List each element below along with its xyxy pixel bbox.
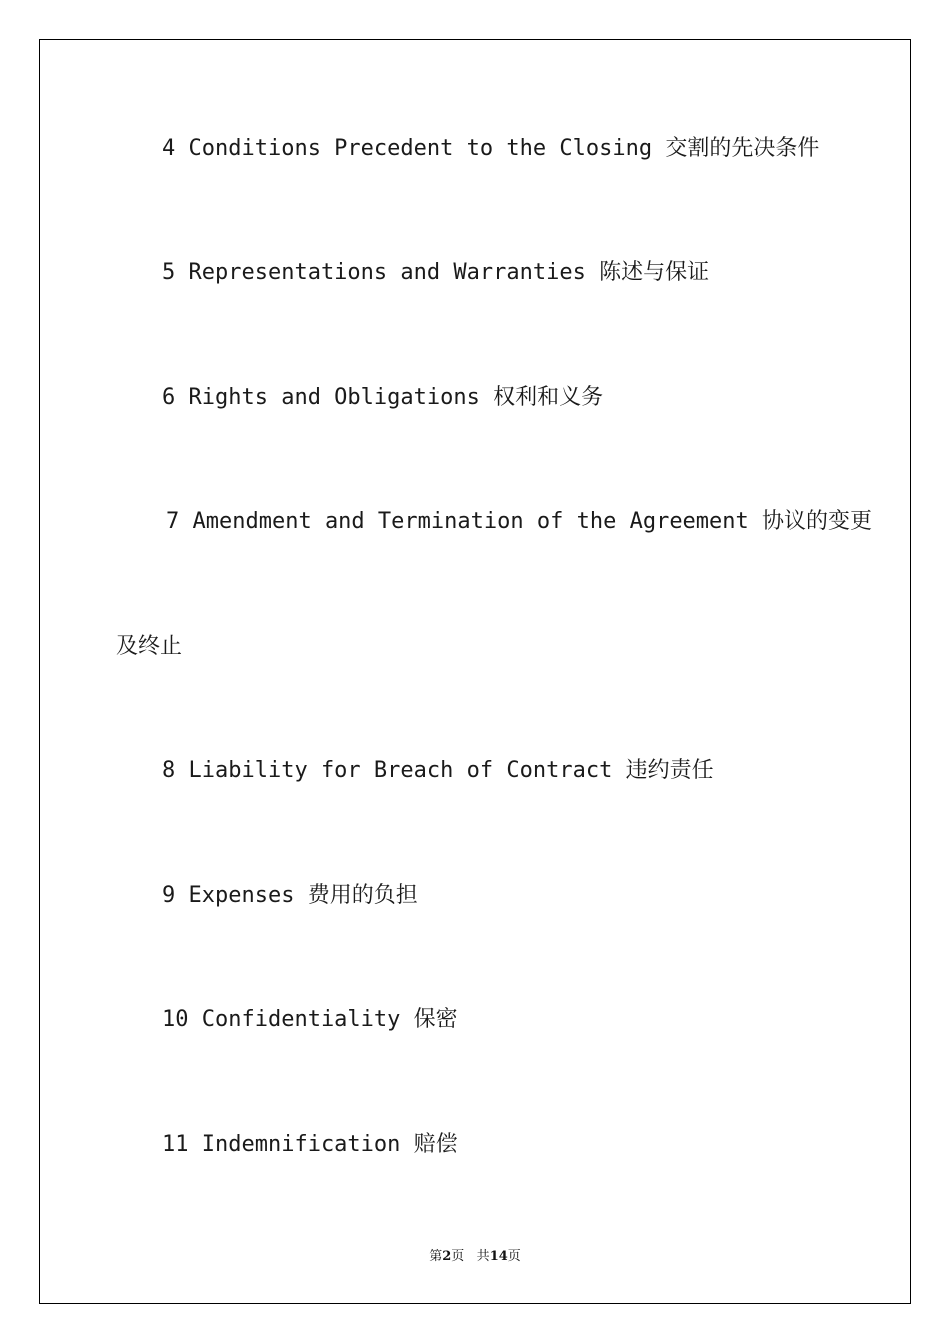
page-footer — [0, 1247, 950, 1267]
toc-item-7-continuation: 及终止 — [116, 634, 183, 659]
toc-item-4: 4 Conditions Precedent to the Closing 交割的先决条件 — [162, 136, 820, 161]
page-frame — [39, 39, 911, 1304]
total-suffix: 页 — [507, 1249, 521, 1264]
page-suffix: 页 — [451, 1249, 465, 1264]
page-prefix: 第 — [429, 1249, 443, 1264]
page-number: 2 — [442, 1249, 452, 1264]
toc-item-6: 6 Rights and Obligations 权利和义务 — [162, 385, 604, 410]
toc-item-5: 5 Representations and Warranties 陈述与保证 — [162, 260, 710, 285]
toc-item-8: 8 Liability for Breach of Contract 违约责任 — [162, 758, 714, 783]
total-prefix: 共 — [476, 1249, 490, 1264]
toc-item-9: 9 Expenses 费用的负担 — [162, 883, 418, 908]
total-pages: 14 — [489, 1249, 508, 1264]
toc-item-11: 11 Indemnification 赔偿 — [162, 1132, 458, 1157]
toc-item-7: 7 Amendment and Termination of the Agreement 协议的变更 — [166, 509, 873, 534]
toc-item-10: 10 Confidentiality 保密 — [162, 1007, 458, 1032]
